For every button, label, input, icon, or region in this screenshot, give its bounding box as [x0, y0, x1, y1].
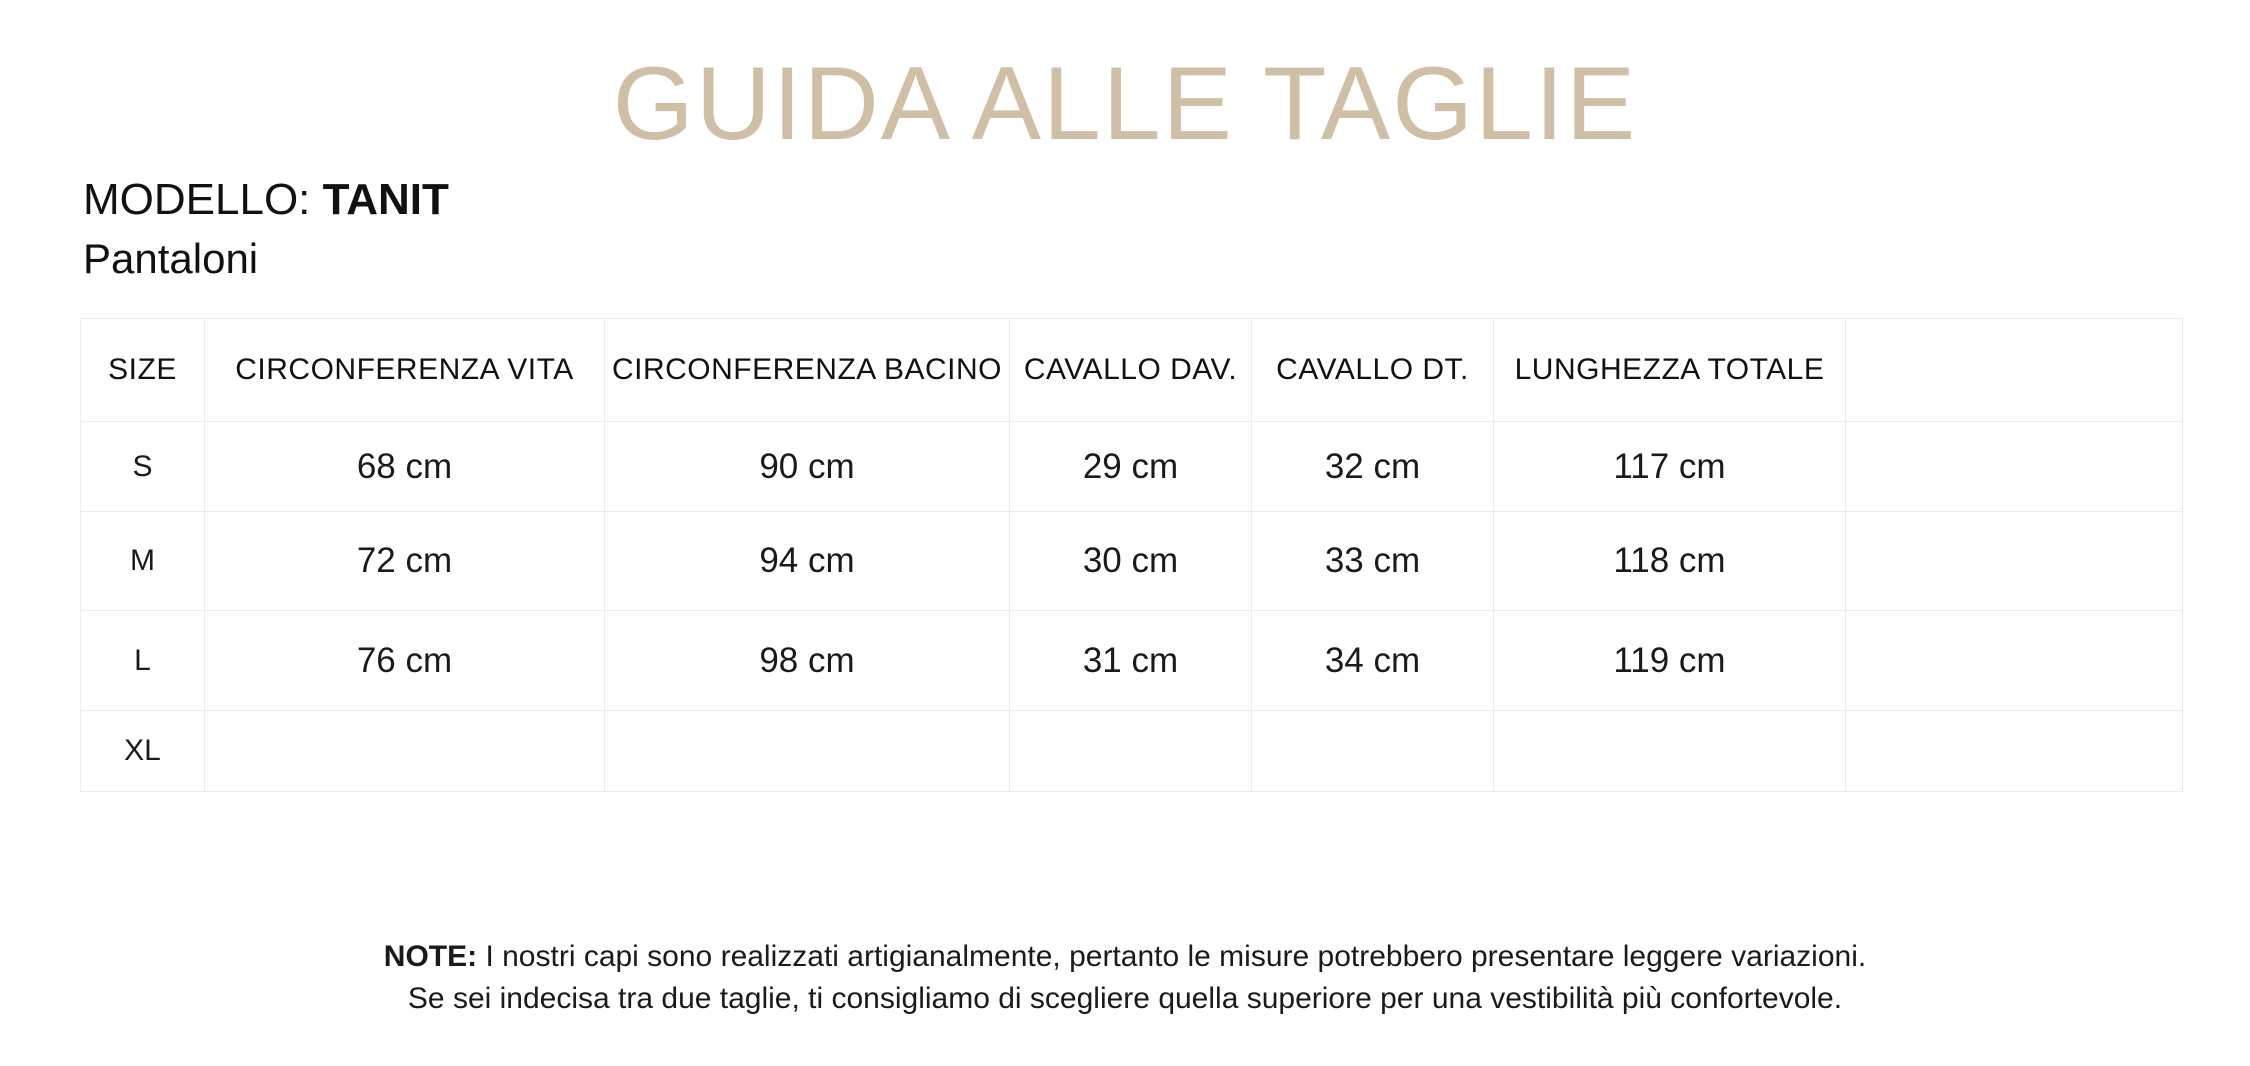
model-label: MODELLO:	[83, 175, 311, 224]
table-cell: 98 cm	[605, 611, 1010, 711]
table-cell: 94 cm	[605, 512, 1010, 611]
table-cell	[1252, 711, 1494, 792]
table-cell	[1846, 711, 2183, 792]
table-cell	[1846, 512, 2183, 611]
table-cell: 29 cm	[1010, 422, 1252, 512]
table-cell: 90 cm	[605, 422, 1010, 512]
table-cell: 76 cm	[205, 611, 605, 711]
model-line	[83, 175, 449, 224]
size-cell: M	[81, 512, 205, 611]
table-cell	[1494, 711, 1846, 792]
note-line-2: Se sei indecisa tra due taglie, ti consigliamo di scegliere quella superiore per una vestibilità più confortevole.	[407, 982, 1843, 1015]
note-text-1: I nostri capi sono realizzati artigianalmente, pertanto le misure potrebbero presentare leggere variazioni.	[485, 940, 1867, 973]
table-cell: 72 cm	[205, 512, 605, 611]
header-empty	[1846, 319, 2183, 422]
header-back-rise: CAVALLO DT.	[1252, 319, 1494, 422]
header-waist: CIRCONFERENZA VITA	[205, 319, 605, 422]
table-cell: 31 cm	[1010, 611, 1252, 711]
size-cell: XL	[81, 711, 205, 792]
table-row	[81, 611, 2183, 711]
table-cell: 68 cm	[205, 422, 605, 512]
table-cell: 117 cm	[1494, 422, 1846, 512]
size-note	[0, 936, 2250, 1020]
table-cell: 30 cm	[1010, 512, 1252, 611]
table-row	[81, 711, 2183, 792]
header-size: SIZE	[81, 319, 205, 422]
size-table	[80, 318, 2183, 792]
header-total-length: LUNGHEZZA TOTALE	[1494, 319, 1846, 422]
table-cell	[205, 711, 605, 792]
header-hip: CIRCONFERENZA BACINO	[605, 319, 1010, 422]
size-cell: S	[81, 422, 205, 512]
table-row	[81, 512, 2183, 611]
table-row	[81, 422, 2183, 512]
note-label: NOTE:	[383, 940, 478, 973]
header-front-rise: CAVALLO DAV.	[1010, 319, 1252, 422]
table-cell: 119 cm	[1494, 611, 1846, 711]
table-cell	[1846, 422, 2183, 512]
table-cell: 34 cm	[1252, 611, 1494, 711]
model-name: TANIT	[322, 175, 449, 224]
size-cell: L	[81, 611, 205, 711]
page-title: GUIDA ALLE TAGLIE	[612, 46, 1638, 162]
note-line-1	[0, 936, 2250, 978]
table-header-row	[81, 319, 2183, 422]
product-category: Pantaloni	[83, 235, 259, 282]
table-cell	[605, 711, 1010, 792]
table-cell: 33 cm	[1252, 512, 1494, 611]
table-cell: 118 cm	[1494, 512, 1846, 611]
table-cell	[1010, 711, 1252, 792]
table-cell	[1846, 611, 2183, 711]
table-cell: 32 cm	[1252, 422, 1494, 512]
